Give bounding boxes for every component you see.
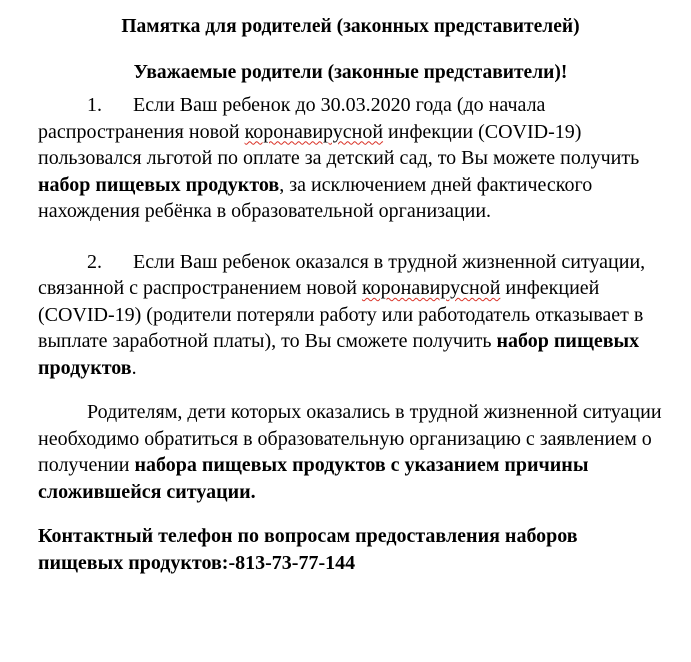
item-2-text-part3: . (131, 356, 137, 379)
item-2 (38, 249, 663, 382)
memo-document (38, 14, 663, 576)
item-1 (38, 92, 663, 225)
item-2-text-part2: инфекцией (COVID-19) (родители потеряли работу или работодатель отказывает в выплате заработной платы), то Вы сможете получить (38, 277, 644, 352)
item-1-text-part1: Если Ваш ребенок до 30.03.2020 года (до начала распространения новой (38, 94, 546, 143)
item-1-bold-phrase: набор пищевых продуктов (38, 173, 280, 196)
greeting: Уважаемые родители (законные представители)! (133, 62, 568, 83)
memo-title: Памятка для родителей (законных представителей) (121, 16, 580, 37)
item-1-text-part3: , за исключением дней фактического нахождения ребёнка в образовательной организации. (38, 173, 593, 222)
item-1-text-part2: инфекции (COVID-19) пользовался льготой по оплате за детский сад, то Вы можете получить (38, 120, 640, 169)
paragraph-3 (38, 399, 663, 505)
item-1-spellcheck-word: коронавирусной (244, 120, 384, 143)
item-2-bold-phrase: набор пищевых продуктов (38, 330, 640, 379)
item-1-number: 1. (87, 94, 102, 116)
item-2-text-part1: Если Ваш ребенок оказался в трудной жизненной ситуации, связанной с распространением новой (38, 250, 646, 299)
item-2-number: 2. (87, 250, 102, 273)
paragraph-3-text: Родителям, дети которых оказались в трудной жизненной ситуации необходимо обратиться в образовательную организацию с заявлением о получении (38, 401, 662, 476)
paragraph-3-bold-text: набора пищевых продуктов с указанием причины сложившейся ситуации. (38, 454, 589, 503)
item-2-spellcheck-word: коронавирусной (361, 277, 501, 299)
contact-phone-text: Контактный телефон по вопросам предоставления наборов пищевых продуктов:-813-73-77-144 (38, 525, 578, 574)
